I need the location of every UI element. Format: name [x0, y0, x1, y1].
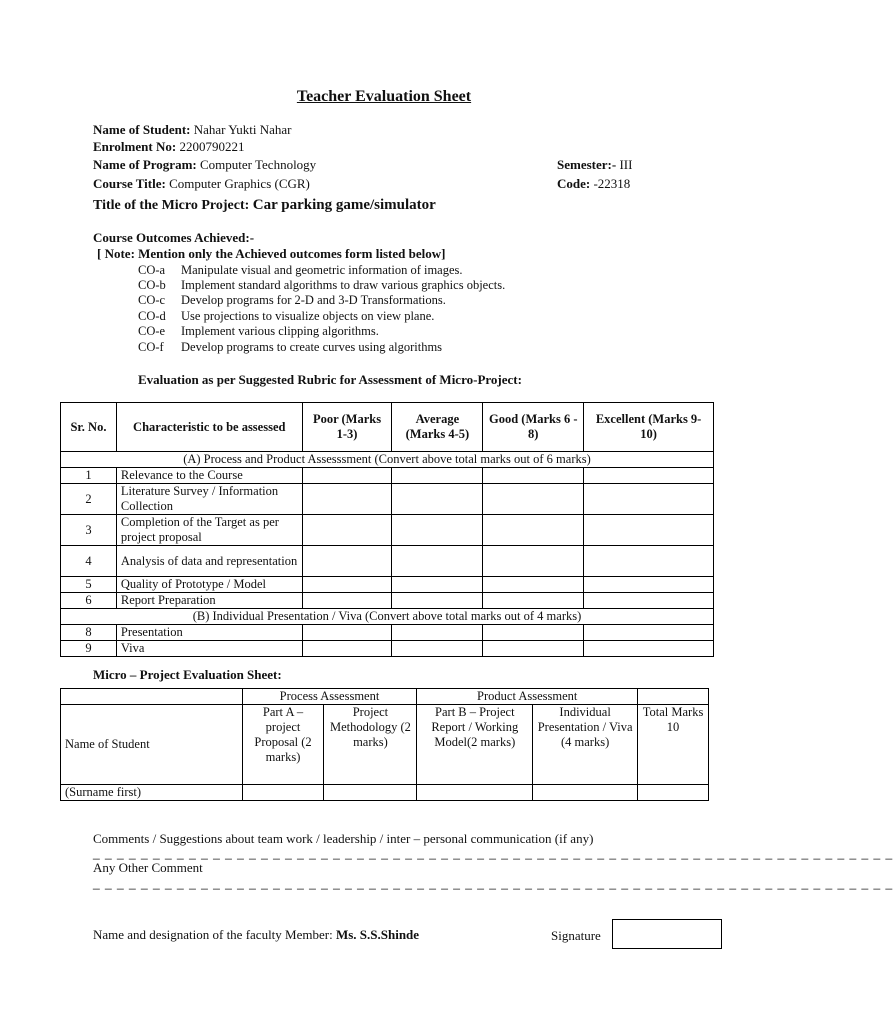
row-characteristic: Presentation — [116, 625, 302, 641]
good-cell[interactable] — [483, 546, 584, 577]
student-name-value: Nahar Yukti Nahar — [193, 122, 292, 137]
part-a-cell[interactable] — [242, 785, 324, 801]
page-title: Teacher Evaluation Sheet — [296, 88, 472, 105]
section-a-row — [61, 452, 714, 468]
table-row — [61, 515, 714, 546]
project-title-line — [93, 197, 436, 214]
average-cell[interactable] — [392, 577, 483, 593]
row-number: 6 — [61, 593, 117, 609]
course-label: Course Title: — [93, 176, 166, 191]
faculty-name: Ms. S.S.Shinde — [335, 927, 420, 942]
excellent-cell[interactable] — [584, 625, 714, 641]
evaluation-table — [60, 688, 709, 801]
poor-cell[interactable] — [302, 468, 392, 484]
co-text: Manipulate visual and geometric information of images. — [181, 263, 463, 277]
co-item — [138, 263, 463, 278]
header-excellent: Excellent (Marks 9-10) — [584, 403, 714, 452]
row-characteristic: Literature Survey / Information Collection — [116, 484, 302, 515]
row-number: 5 — [61, 577, 117, 593]
co-text: Use projections to visualize objects on view plane. — [181, 309, 435, 323]
code-label: Code: — [557, 176, 591, 191]
co-code: CO-e — [138, 324, 166, 338]
header-average: Average (Marks 4-5) — [392, 403, 483, 452]
header-good: Good (Marks 6 - 8) — [483, 403, 584, 452]
other-comment-label: Any Other Comment — [93, 860, 203, 875]
row-characteristic: Viva — [116, 641, 302, 657]
semester-label: Semester:- — [557, 157, 617, 172]
semester-line — [557, 157, 632, 173]
table-row — [61, 593, 714, 609]
good-cell[interactable] — [483, 593, 584, 609]
co-item — [138, 340, 442, 355]
co-code: CO-f — [138, 340, 164, 354]
row-characteristic: Report Preparation — [116, 593, 302, 609]
row-number: 3 — [61, 515, 117, 546]
program-label: Name of Program: — [93, 157, 197, 172]
process-assessment-header: Process Assessment — [242, 689, 417, 705]
co-text: Develop programs for 2-D and 3-D Transformations. — [181, 293, 446, 307]
part-a-header: Part A – project Proposal (2 marks) — [242, 705, 324, 785]
code-value: -22318 — [593, 176, 631, 191]
co-item — [138, 309, 434, 324]
other-comment-dash-line[interactable]: _ _ _ _ _ _ _ _ _ _ _ _ _ _ _ _ _ _ _ _ _ _ _ _ _ _ _ _ _ _ _ _ _ _ _ _ _ _ _ _ _ _ _ _ _ _ _ _ _ _ _ _ _ _ _ _ _ _ _ _ _ _ _ _ _ _ _ — [93, 876, 893, 890]
signature-label: Signature — [551, 928, 601, 943]
total-cell[interactable] — [638, 785, 709, 801]
co-code: CO-a — [138, 263, 166, 277]
part-b-header: Part B – Project Report / Working Model(2 marks) — [417, 705, 533, 785]
eval-group-row — [61, 689, 709, 705]
excellent-cell[interactable] — [584, 546, 714, 577]
poor-cell[interactable] — [302, 577, 392, 593]
row-number: 1 — [61, 468, 117, 484]
row-characteristic: Analysis of data and representation — [116, 546, 302, 577]
average-cell[interactable] — [392, 484, 483, 515]
signature-box[interactable] — [612, 919, 722, 949]
eval-header-row — [61, 705, 709, 785]
total-marks-header: Total Marks 10 — [638, 705, 709, 785]
poor-cell[interactable] — [302, 641, 392, 657]
good-cell[interactable] — [483, 484, 584, 515]
outcomes-heading-text: Course Outcomes Achieved:- — [93, 230, 255, 245]
project-title-value: Car parking game/simulator — [252, 197, 436, 213]
section-b-row — [61, 609, 714, 625]
name-of-student-header: Name of Student — [61, 705, 243, 785]
faculty-label: Name and designation of the faculty Member: — [93, 927, 333, 942]
header-sr-no: Sr. No. — [61, 403, 117, 452]
row-number: 8 — [61, 625, 117, 641]
rubric-heading — [138, 372, 522, 388]
enrolment-label: Enrolment No: — [93, 139, 177, 154]
row-number: 9 — [61, 641, 117, 657]
excellent-cell[interactable] — [584, 515, 714, 546]
co-item — [138, 278, 505, 293]
outcomes-heading — [93, 230, 254, 246]
outcomes-note-text: [ Note: Mention only the Achieved outcomes form listed below] — [97, 246, 446, 261]
poor-cell[interactable] — [302, 515, 392, 546]
program-line — [93, 157, 316, 173]
header-characteristic: Characteristic to be assessed — [116, 403, 302, 452]
row-characteristic: Quality of Prototype / Model — [116, 577, 302, 593]
co-text: Implement standard algorithms to draw various graphics objects. — [181, 278, 506, 292]
product-assessment-header: Product Assessment — [417, 689, 638, 705]
co-code: CO-c — [138, 293, 166, 307]
surname-first-cell: (Surname first) — [61, 785, 243, 801]
excellent-cell[interactable] — [584, 593, 714, 609]
poor-cell[interactable] — [302, 593, 392, 609]
co-code: CO-d — [138, 309, 166, 323]
row-characteristic: Relevance to the Course — [116, 468, 302, 484]
faculty-line — [93, 927, 419, 943]
table-row — [61, 468, 714, 484]
excellent-cell[interactable] — [584, 468, 714, 484]
co-code: CO-b — [138, 278, 166, 292]
excellent-cell[interactable] — [584, 577, 714, 593]
rubric-table — [60, 402, 714, 657]
table-row — [61, 785, 709, 801]
rubric-header-row — [61, 403, 714, 452]
code-line — [557, 176, 630, 192]
average-cell[interactable] — [392, 546, 483, 577]
enrolment-line — [93, 139, 244, 155]
eval-sheet-heading-text: Micro – Project Evaluation Sheet: — [93, 667, 282, 682]
outcomes-note — [97, 246, 445, 262]
poor-cell[interactable] — [302, 484, 392, 515]
row-number: 2 — [61, 484, 117, 515]
good-cell[interactable] — [483, 577, 584, 593]
co-item — [138, 293, 446, 308]
table-row — [61, 641, 714, 657]
methodology-cell[interactable] — [324, 785, 417, 801]
header-poor: Poor (Marks 1-3) — [302, 403, 392, 452]
average-cell[interactable] — [392, 625, 483, 641]
table-row — [61, 577, 714, 593]
student-name-label: Name of Student: — [93, 122, 191, 137]
course-value: Computer Graphics (CGR) — [169, 176, 310, 191]
part-b-cell[interactable] — [417, 785, 533, 801]
poor-cell[interactable] — [302, 546, 392, 577]
good-cell[interactable] — [483, 625, 584, 641]
poor-cell[interactable] — [302, 625, 392, 641]
methodology-header: Project Methodology (2 marks) — [324, 705, 417, 785]
average-cell[interactable] — [392, 468, 483, 484]
co-text: Develop programs to create curves using algorithms — [181, 340, 443, 354]
semester-value: III — [619, 157, 633, 172]
good-cell[interactable] — [483, 515, 584, 546]
table-row — [61, 546, 714, 577]
comment-dash-line[interactable]: _ _ _ _ _ _ _ _ _ _ _ _ _ _ _ _ _ _ _ _ _ _ _ _ _ _ _ _ _ _ _ _ _ _ _ _ _ _ _ _ _ _ _ _ _ _ _ _ _ _ _ _ _ _ _ _ _ _ _ _ _ _ _ _ _ _ _ — [93, 846, 893, 860]
student-name-line — [93, 122, 291, 138]
row-number: 4 — [61, 546, 117, 577]
co-text: Implement various clipping algorithms. — [181, 324, 379, 338]
eval-sheet-heading — [93, 667, 282, 683]
good-cell[interactable] — [483, 641, 584, 657]
average-cell[interactable] — [392, 515, 483, 546]
section-a-label: (A) Process and Product Assesssment (Convert above total marks out of 6 marks) — [61, 452, 714, 468]
project-title-label: Title of the Micro Project: — [93, 198, 250, 213]
table-row — [61, 625, 714, 641]
section-b-label: (B) Individual Presentation / Viva (Convert above total marks out of 4 marks) — [61, 609, 714, 625]
course-line — [93, 176, 310, 192]
table-row — [61, 484, 714, 515]
presentation-header: Individual Presentation / Viva (4 marks) — [533, 705, 638, 785]
average-cell[interactable] — [392, 641, 483, 657]
average-cell[interactable] — [392, 593, 483, 609]
eval-blank-cell — [61, 689, 243, 705]
co-item — [138, 324, 379, 339]
row-characteristic: Completion of the Target as per project proposal — [116, 515, 302, 546]
presentation-cell[interactable] — [533, 785, 638, 801]
enrolment-value: 2200790221 — [179, 139, 245, 154]
good-cell[interactable] — [483, 468, 584, 484]
comments-label: Comments / Suggestions about team work / leadership / inter – personal communication (if any) — [93, 831, 594, 846]
rubric-heading-text: Evaluation as per Suggested Rubric for Assessment of Micro-Project: — [138, 372, 522, 387]
eval-blank-cell — [638, 689, 709, 705]
excellent-cell[interactable] — [584, 641, 714, 657]
excellent-cell[interactable] — [584, 484, 714, 515]
program-value: Computer Technology — [199, 157, 317, 172]
